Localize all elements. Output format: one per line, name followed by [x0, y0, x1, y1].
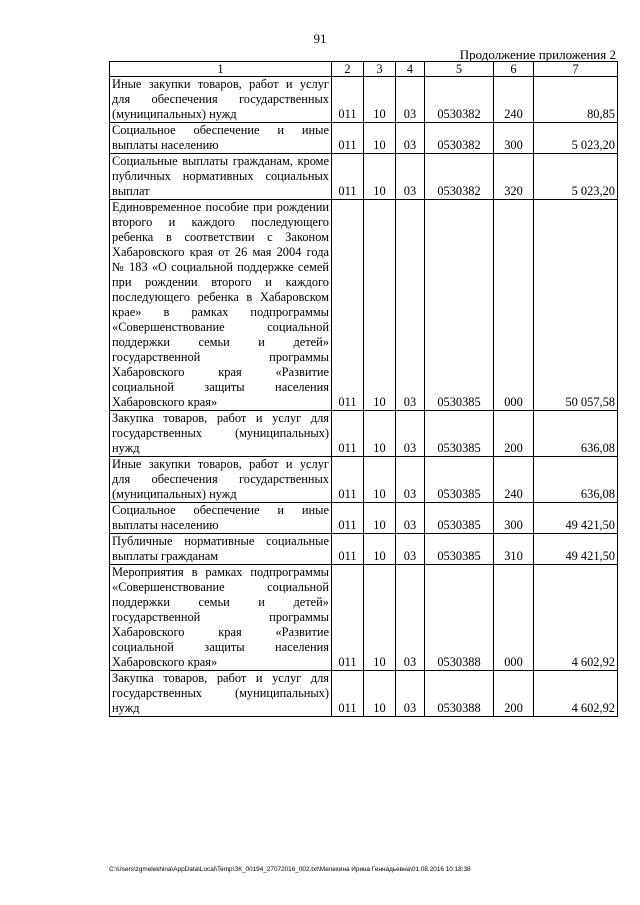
row-description: Социальные выплаты гражданам, кроме публичных нормативных социальных выплат	[110, 154, 332, 200]
table-row	[110, 457, 618, 503]
row-code-3: 10	[364, 457, 396, 503]
row-code-6: 300	[494, 503, 534, 534]
row-code-2: 011	[332, 411, 364, 457]
row-amount: 50 057,58	[534, 200, 618, 411]
table-header-row	[110, 62, 618, 77]
table-row	[110, 154, 618, 200]
row-code-4: 03	[396, 457, 425, 503]
row-code-3: 10	[364, 671, 396, 717]
table-row	[110, 565, 618, 671]
row-code-3: 10	[364, 123, 396, 154]
row-code-4: 03	[396, 565, 425, 671]
file-path-footer: C:\Users\zgmelekhina\AppData\Local\Temp\ЗК_00194_27072016_002.txt\Мелехина Ирина Геннадьевна\01.08.2016 10:18:38	[109, 866, 471, 873]
column-header: 1	[110, 62, 332, 77]
column-header: 6	[494, 62, 534, 77]
row-code-4: 03	[396, 503, 425, 534]
row-code-3: 10	[364, 200, 396, 411]
row-code-3: 10	[364, 154, 396, 200]
row-code-6: 300	[494, 123, 534, 154]
row-code-5: 0530385	[425, 503, 494, 534]
row-code-5: 0530382	[425, 123, 494, 154]
row-code-4: 03	[396, 534, 425, 565]
row-code-2: 011	[332, 123, 364, 154]
column-header: 2	[332, 62, 364, 77]
row-description: Иные закупки товаров, работ и услуг для обеспечения государственных (муниципальных) нужд	[110, 77, 332, 123]
row-code-6: 320	[494, 154, 534, 200]
row-code-6: 240	[494, 77, 534, 123]
table-row	[110, 671, 618, 717]
row-code-6: 000	[494, 200, 534, 411]
row-code-2: 011	[332, 457, 364, 503]
row-code-3: 10	[364, 565, 396, 671]
column-header: 3	[364, 62, 396, 77]
table-row	[110, 123, 618, 154]
row-code-6: 200	[494, 671, 534, 717]
row-code-5: 0530388	[425, 565, 494, 671]
row-code-5: 0530385	[425, 534, 494, 565]
row-code-2: 011	[332, 200, 364, 411]
row-description: Иные закупки товаров, работ и услуг для обеспечения государственных (муниципальных) нужд	[110, 457, 332, 503]
row-code-2: 011	[332, 534, 364, 565]
continuation-label: Продолжение приложения 2	[459, 47, 616, 62]
row-code-4: 03	[396, 671, 425, 717]
table-row	[110, 534, 618, 565]
row-code-4: 03	[396, 123, 425, 154]
row-code-2: 011	[332, 154, 364, 200]
row-amount: 5 023,20	[534, 123, 618, 154]
row-code-5: 0530382	[425, 154, 494, 200]
table-row	[110, 77, 618, 123]
row-code-5: 0530382	[425, 77, 494, 123]
row-code-5: 0530388	[425, 671, 494, 717]
row-code-6: 310	[494, 534, 534, 565]
row-code-4: 03	[396, 77, 425, 123]
row-amount: 80,85	[534, 77, 618, 123]
row-amount: 5 023,20	[534, 154, 618, 200]
row-description: Единовременное пособие при рождении второго и каждого последующего ребенка в соответствии с Законом Хабаровского края от 26 мая 2004 года № 183 «О социальной поддержке семей при рождении второго и каждого последующего ребенка в Хабаровском крае» в рамках подпрограммы «Совершенствование социальной поддержки семьи и детей» государственной программы Хабаровского края «Развитие социальной защиты населения Хабаровского края»	[110, 200, 332, 411]
budget-table	[109, 61, 618, 717]
row-description: Мероприятия в рамках подпрограммы «Совершенствование социальной поддержки семьи и детей» государственной программы Хабаровского края «Развитие социальной защиты населения Хабаровского края»	[110, 565, 332, 671]
row-code-2: 011	[332, 565, 364, 671]
row-code-3: 10	[364, 77, 396, 123]
row-code-4: 03	[396, 411, 425, 457]
row-code-5: 0530385	[425, 457, 494, 503]
row-code-6: 000	[494, 565, 534, 671]
row-code-3: 10	[364, 534, 396, 565]
row-amount: 4 602,92	[534, 565, 618, 671]
row-code-6: 240	[494, 457, 534, 503]
row-amount: 49 421,50	[534, 503, 618, 534]
row-code-4: 03	[396, 154, 425, 200]
page-number: 91	[313, 31, 327, 46]
row-amount: 4 602,92	[534, 671, 618, 717]
row-code-3: 10	[364, 503, 396, 534]
row-code-2: 011	[332, 77, 364, 123]
table-row	[110, 411, 618, 457]
row-amount: 636,08	[534, 457, 618, 503]
row-code-5: 0530385	[425, 200, 494, 411]
row-code-2: 011	[332, 671, 364, 717]
table-row	[110, 200, 618, 411]
row-amount: 49 421,50	[534, 534, 618, 565]
row-code-3: 10	[364, 411, 396, 457]
row-code-2: 011	[332, 503, 364, 534]
table-row	[110, 503, 618, 534]
row-code-6: 200	[494, 411, 534, 457]
row-description: Социальное обеспечение и иные выплаты населению	[110, 503, 332, 534]
column-header: 7	[534, 62, 618, 77]
row-description: Закупка товаров, работ и услуг для государственных (муниципальных) нужд	[110, 411, 332, 457]
row-description: Закупка товаров, работ и услуг для государственных (муниципальных) нужд	[110, 671, 332, 717]
row-description: Публичные нормативные социальные выплаты гражданам	[110, 534, 332, 565]
column-header: 5	[425, 62, 494, 77]
row-amount: 636,08	[534, 411, 618, 457]
column-header: 4	[396, 62, 425, 77]
row-code-4: 03	[396, 200, 425, 411]
row-code-5: 0530385	[425, 411, 494, 457]
row-description: Социальное обеспечение и иные выплаты населению	[110, 123, 332, 154]
